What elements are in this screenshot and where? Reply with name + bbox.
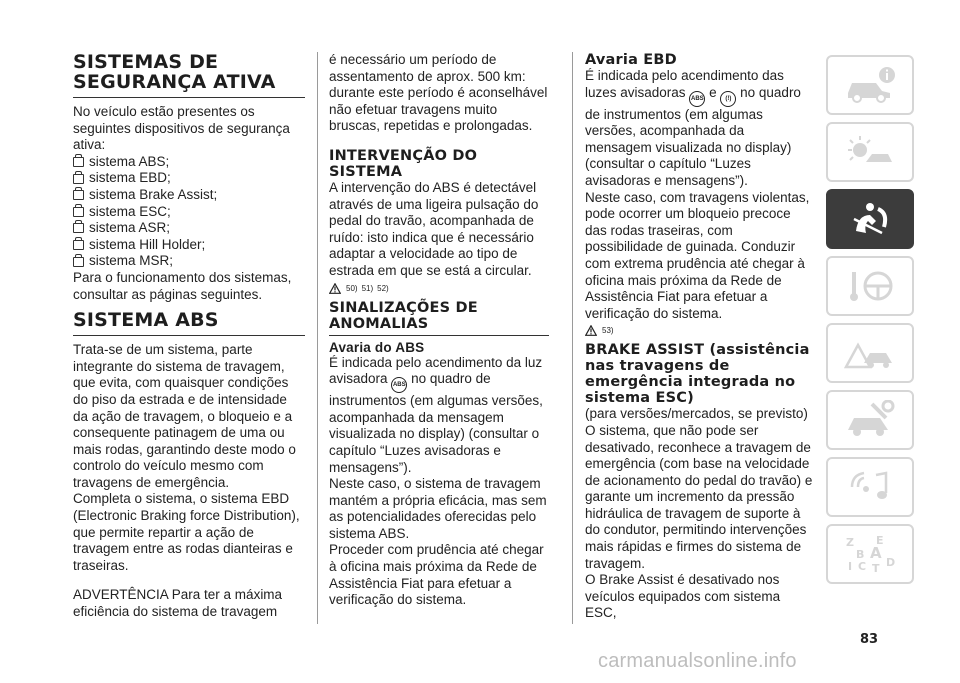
car-bullet-icon	[73, 190, 84, 200]
warning-triangle-icon	[329, 283, 341, 294]
brake-assist-paragraph-1: (para versões/mercados, se previsto)	[585, 406, 808, 422]
tab-lights[interactable]	[826, 122, 914, 182]
multimedia-icon	[842, 467, 898, 507]
abs-failure-paragraph-3: Proceder com prudência até chegar à oficina mais próxima da Rede de Assistência Fiat para efetuar a verificação do sistema.	[329, 542, 544, 608]
tab-multimedia[interactable]	[826, 457, 914, 517]
index-letter: E	[876, 534, 884, 547]
brake-assist-paragraph-2: O sistema, que não pode ser desativado, reconhece a travagem de emergência (com base na velocidade de acionamento do pedal do travão) e garante um incremento da pressão hidráulica de travagem de suporte à do condutor, permitindo intervenções mais rápidas e firmes do sistema de travagem.	[585, 422, 813, 571]
warning-triangle-icon	[585, 325, 597, 336]
tab-maintenance[interactable]	[826, 390, 914, 450]
paragraph-continued: é necessário um período de assentamento de aprox. 500 km: durante este período é aconselhável não efetuar travagens muito bruscas, repetidas e prolongadas.	[329, 52, 548, 134]
car-bullet-icon	[73, 174, 84, 184]
watermark: carmanualsonline.info	[598, 650, 797, 672]
index-letter: I	[848, 560, 853, 573]
tab-emergency[interactable]	[826, 323, 914, 383]
abs-failure-paragraph: É indicada pelo acendimento da luz avisadora ABS no quadro de instrumentos (em algumas versões, acompanhada da mensagem visualizada no display) (consultar o capítulo “Luzes avisadoras e mensagens”).	[329, 354, 543, 475]
car-bullet-icon	[73, 240, 84, 250]
column-divider	[317, 52, 318, 624]
car-bullet-icon	[73, 257, 84, 267]
reference-number: 52)	[377, 283, 389, 293]
abs-warning-light-icon: ABS	[391, 377, 407, 393]
lights-icon	[842, 132, 898, 172]
index-icon	[842, 534, 898, 574]
outro-paragraph: Para o funcionamento dos sistemas, consultar as páginas seguintes.	[73, 269, 292, 302]
maintenance-icon	[842, 400, 898, 440]
abs-paragraph-2: Completa o sistema, o sistema EBD (Electronic Braking force Distribution), que permite repartir a ação de travagem entre as rodas dianteiras e traseiras.	[73, 491, 300, 573]
list-item: sistema Brake Assist;	[73, 187, 305, 204]
abs-failure-paragraph-2: Neste caso, o sistema de travagem mantém a própria eficácia, mas sem as potencialidades oferecidas pelo sistema ABS.	[329, 476, 547, 541]
section-title-brake-assist: BRAKE ASSIST (assistência nas travagens de emergência integrada no sistema ESC)	[585, 342, 810, 407]
safety-airbag-icon	[842, 199, 898, 239]
index-letter: B	[856, 548, 865, 561]
starting-driving-icon	[842, 266, 898, 306]
list-item: sistema Hill Holder;	[73, 237, 305, 254]
warning-references	[329, 283, 549, 294]
section-title-abs: SISTEMA ABS	[73, 310, 305, 336]
list-item: sistema MSR;	[73, 253, 305, 270]
ebd-failure-paragraph-2: Neste caso, com travagens violentas, pode ocorrer um bloqueio precoce das rodas traseiras, com possibilidade de guinada. Conduzir com extrema prudência até chegar à oficina mais próxima da Rede de Assistência Fiat para efetuar a verificação do sistema.	[585, 189, 810, 321]
tab-index[interactable]	[826, 524, 914, 584]
list-item: sistema ASR;	[73, 220, 305, 237]
page-number: 83	[860, 632, 879, 647]
abs-paragraph-1: Trata-se de um sistema, parte integrante do sistema de travagem, que evita, com quaisquer condições do piso da estrada e de intensidade da ação de travagem, o bloqueio e a consequente patinagem de uma ou mais rodas, garantindo deste modo o controlo do veículo mesmo com travagens de emergência.	[73, 342, 296, 490]
reference-number: 51)	[361, 283, 374, 293]
emergency-icon	[842, 333, 898, 373]
tab-car-info[interactable]	[826, 55, 914, 115]
section-title-intervention: INTERVENÇÃO DO SISTEMA	[329, 147, 478, 180]
column-3	[585, 52, 813, 622]
abs-warning-light-icon: ABS	[689, 91, 705, 107]
list-item: sistema ABS;	[73, 154, 305, 171]
section-title-anomalies: SINALIZAÇÕES DE ANOMALIAS	[329, 300, 549, 336]
car-info-icon	[842, 65, 898, 105]
intro-paragraph: No veículo estão presentes os seguintes dispositivos de segurança ativa:	[73, 104, 290, 153]
index-letter: Z	[846, 536, 854, 549]
subsection-title-abs-failure: Avaria do ABS	[329, 339, 425, 355]
ebd-failure-paragraph: É indicada pelo acendimento das luzes avisadoras ABS e (!) no quadro de instrumentos (em algumas versões, acompanhada da mensagem visualizada no display) (consultar o capítulo “Luzes avisadoras e mensagens”).	[585, 68, 801, 188]
systems-list	[73, 154, 305, 270]
column-divider	[572, 52, 573, 624]
index-letter: A	[870, 544, 882, 562]
column-2	[329, 52, 549, 609]
section-title-active-safety: SISTEMAS DE SEGURANÇA ATIVA	[73, 52, 305, 98]
brake-assist-paragraph-3: O Brake Assist é desativado nos veículos equipados com sistema ESC,	[585, 572, 781, 621]
chapter-tabs	[826, 55, 918, 591]
reference-number: 50)	[346, 283, 358, 293]
car-bullet-icon	[73, 207, 84, 217]
warning-paragraph: ADVERTÊNCIA Para ter a máxima eficiência do sistema de travagem	[73, 587, 283, 620]
car-bullet-icon	[73, 157, 84, 167]
list-item: sistema EBD;	[73, 170, 305, 187]
subsection-title-ebd-failure: Avaria EBD	[585, 52, 677, 68]
brake-warning-light-icon: (!)	[720, 91, 736, 107]
list-item: sistema ESC;	[73, 204, 305, 221]
intervention-paragraph: A intervenção do ABS é detectável através de uma ligeira pulsação do pedal do travão, acompanhada de ruído: isto indica que é necessário adaptar a velocidade ao tipo de estrada em que se está a circular.	[329, 179, 539, 278]
index-letter: T	[872, 562, 880, 574]
index-letter: C	[858, 560, 867, 573]
tab-safety[interactable]	[826, 189, 914, 249]
index-letter: D	[886, 556, 896, 569]
tab-starting-driving[interactable]	[826, 256, 914, 316]
warning-references	[585, 325, 813, 336]
reference-number: 53)	[602, 326, 614, 336]
column-1	[73, 52, 305, 621]
car-bullet-icon	[73, 223, 84, 233]
